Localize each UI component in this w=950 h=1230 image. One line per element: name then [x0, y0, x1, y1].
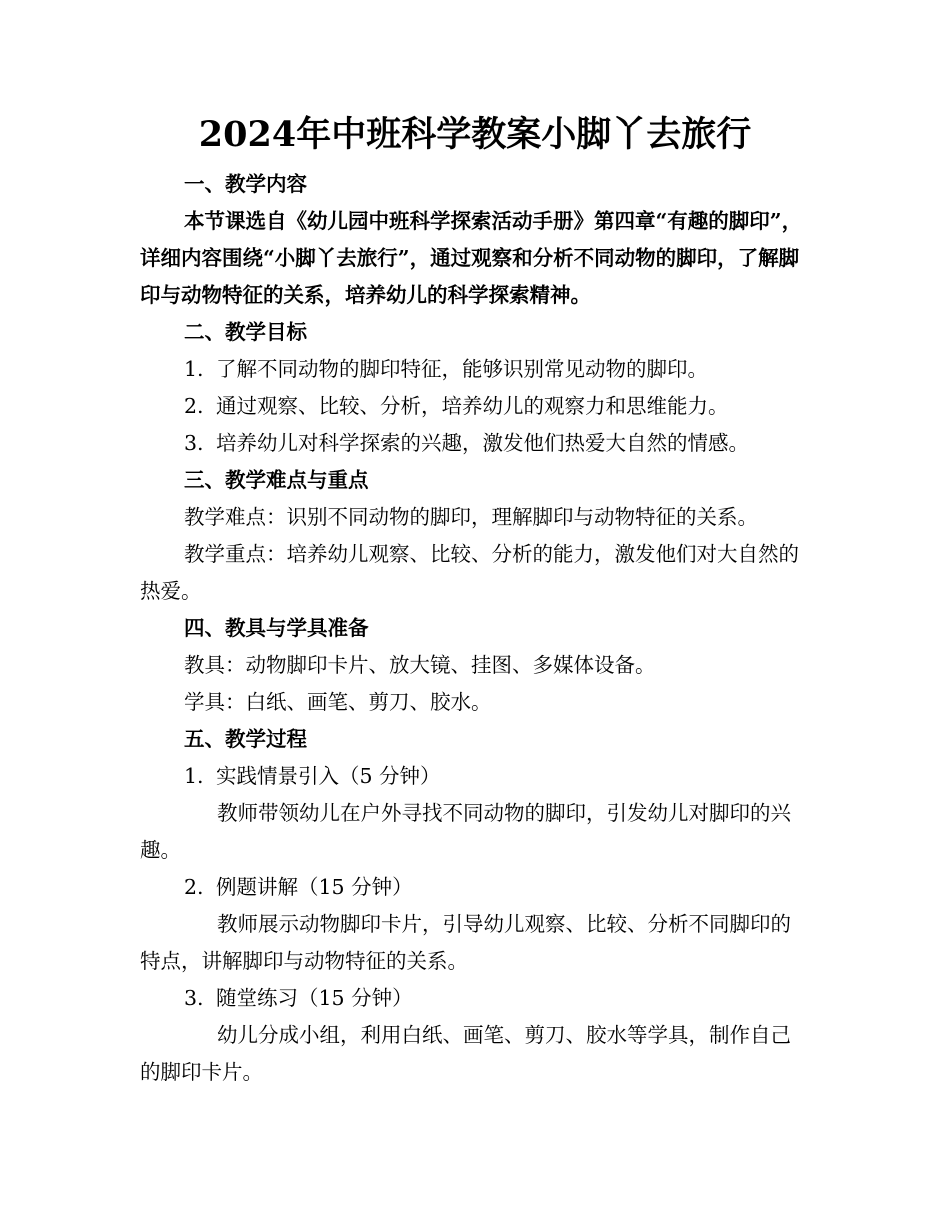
objective-text: 通过观察、比较、分析，培养幼儿的观察力和思维能力。 [216, 394, 729, 418]
objective-item [140, 425, 810, 462]
key-point-line: 教学重点：培养幼儿观察、比较、分析的能力，激发他们对大自然的热爱。 [140, 542, 799, 603]
difficulty-line: 教学难点：识别不同动物的脚印，理解脚印与动物特征的关系。 [184, 505, 758, 529]
process-step-title: 实践情景引入（5 分钟） [216, 764, 441, 788]
process-step-label [140, 758, 810, 795]
objective-text: 培养幼儿对科学探索的兴趣，激发他们热爱大自然的情感。 [216, 431, 749, 455]
objective-item [140, 351, 810, 388]
document-body [140, 166, 810, 1091]
teaching-aids-line: 教具：动物脚印卡片、放大镜、挂图、多媒体设备。 [184, 653, 656, 677]
process-step-title: 随堂练习（15 分钟） [216, 986, 413, 1010]
learning-tools-line: 学具：白纸、画笔、剪刀、胶水。 [184, 690, 492, 714]
section-heading-objectives: 二、教学目标 [184, 320, 307, 344]
process-step-text: 教师展示动物脚印卡片，引导幼儿观察、比较、分析不同脚印的特点，讲解脚印与动物特征的关系。 [140, 912, 791, 973]
section-heading-content: 一、教学内容 [184, 172, 307, 196]
objective-number: 3. [184, 431, 204, 455]
process-step-label [140, 869, 810, 906]
document-title: 2024年中班科学教案小脚丫去旅行 [198, 114, 752, 155]
process-step-label [140, 980, 810, 1017]
objective-text: 了解不同动物的脚印特征，能够识别常见动物的脚印。 [216, 357, 708, 381]
process-step-number: 3. [184, 986, 204, 1010]
section-heading-difficulties: 三、教学难点与重点 [184, 468, 369, 492]
process-step-number: 1. [184, 764, 204, 788]
process-step-title: 例题讲解（15 分钟） [216, 875, 413, 899]
objective-number: 2. [184, 394, 204, 418]
section-content-paragraph: 本节课选自《幼儿园中班科学探索活动手册》第四章“有趣的脚印”，详细内容围绕“小脚丫去旅行”，通过观察和分析不同动物的脚印，了解脚印与动物特征的关系，培养幼儿的科学探索精神。 [140, 209, 803, 307]
process-step-text: 教师带领幼儿在户外寻找不同动物的脚印，引发幼儿对脚印的兴趣。 [140, 801, 791, 862]
section-heading-materials: 四、教具与学具准备 [184, 616, 369, 640]
process-step-number: 2. [184, 875, 204, 899]
objective-item [140, 388, 810, 425]
process-step-text: 幼儿分成小组，利用白纸、画笔、剪刀、胶水等学具，制作自己的脚印卡片。 [140, 1023, 791, 1084]
section-heading-process: 五、教学过程 [184, 727, 307, 751]
objective-number: 1. [184, 357, 204, 381]
